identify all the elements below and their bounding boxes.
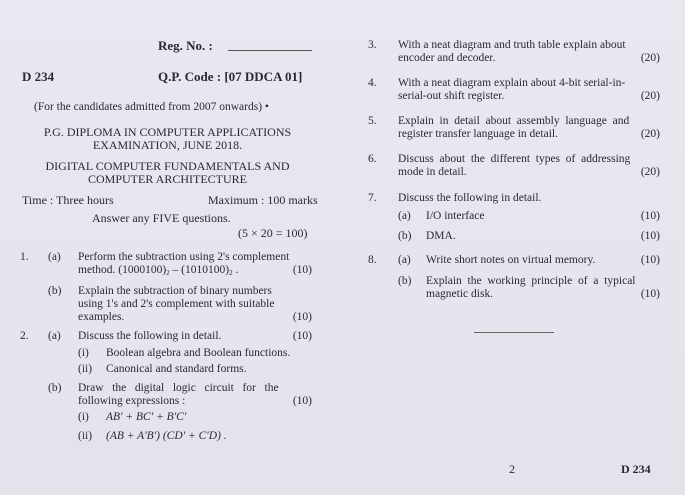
admission-note: (For the candidates admitted from 2007 onwards) •	[34, 101, 269, 113]
reg-no-blank	[228, 50, 312, 51]
question-text-line2: serial-out shift register.	[398, 90, 505, 102]
subpart-label: (a)	[398, 210, 411, 222]
item-text: Boolean algebra and Boolean functions.	[106, 347, 291, 359]
question-8a	[368, 254, 660, 268]
marks: (10)	[292, 330, 312, 342]
end-divider	[474, 332, 554, 333]
question-number: 8.	[368, 254, 377, 266]
instruction: Answer any FIVE questions.	[92, 211, 231, 225]
question-7	[368, 192, 660, 206]
item-label: (i)	[78, 411, 89, 423]
marks: (20)	[640, 166, 660, 178]
question-7b	[368, 230, 660, 244]
time-duration: Time : Three hours	[22, 193, 114, 207]
item-label: (ii)	[78, 363, 93, 375]
question-number: 2.	[20, 330, 29, 342]
question-text: Discuss the following in detail.	[398, 192, 542, 204]
question-8b	[368, 275, 660, 303]
question-2a	[20, 330, 312, 346]
question-1b	[20, 285, 312, 327]
subject-title-line2: COMPUTER ARCHITECTURE	[87, 172, 247, 186]
exam-title-line2: EXAMINATION, JUNE 2018.	[92, 138, 243, 152]
qp-code: Q.P. Code : [07 DDCA 01]	[158, 69, 303, 84]
marks: (10)	[640, 254, 660, 266]
question-text: Perform the subtraction using 2's complement	[78, 251, 290, 263]
question-text: Explain the working principle of a typical	[426, 275, 636, 287]
marks: (10)	[640, 210, 660, 222]
question-text-line3: examples.	[78, 311, 125, 323]
question-2b	[20, 382, 312, 412]
question-number: 6.	[368, 153, 377, 165]
question-text-line2: method. $(1000100)_2 - (1010100)_2$ .	[78, 264, 239, 277]
question-text: DMA.	[426, 230, 456, 242]
marks: (10)	[292, 311, 312, 323]
marks: (20)	[640, 90, 660, 102]
question-number: 7.	[368, 192, 377, 204]
marks: (10)	[640, 230, 660, 242]
question-number: 5.	[368, 115, 377, 127]
question-5	[368, 115, 660, 143]
maximum-marks: Maximum : 100 marks	[208, 193, 318, 207]
question-text-line2: register transfer language in detail.	[398, 128, 558, 140]
question-text: Draw the digital logic circuit for the	[78, 382, 279, 394]
question-3	[368, 39, 660, 67]
exam-title	[20, 126, 315, 152]
question-text: Explain the subtraction of binary numbers	[78, 285, 272, 297]
marks: (10)	[292, 395, 312, 407]
subject-title-line1: DIGITAL COMPUTER FUNDAMENTALS AND	[45, 159, 290, 173]
marks: (20)	[640, 52, 660, 64]
marks: (20)	[640, 128, 660, 140]
subpart-label: (a)	[48, 330, 61, 342]
question-4	[368, 77, 660, 105]
question-text-line2: following expressions :	[78, 395, 186, 407]
question-1a	[20, 251, 312, 281]
footer-paper-code: D 234	[621, 462, 651, 476]
item-label: (i)	[78, 347, 89, 359]
subpart-label: (b)	[398, 230, 412, 242]
item-text: Canonical and standard forms.	[106, 363, 247, 375]
boolean-expression: (AB + A'B') (CD' + C'D) .	[106, 430, 227, 442]
question-text-line2: using 1's and 2's complement with suitable	[78, 298, 275, 310]
boolean-expression: AB' + BC' + B'C'	[106, 411, 187, 423]
marks: (10)	[640, 288, 660, 300]
question-text: Explain in detail about assembly language and	[398, 115, 630, 127]
question-text-line2: magnetic disk.	[426, 288, 494, 300]
exam-title-line1: P.G. DIPLOMA IN COMPUTER APPLICATIONS	[43, 125, 292, 139]
subject-title	[20, 160, 315, 186]
question-text: Write short notes on virtual memory.	[426, 254, 596, 266]
question-number: 4.	[368, 77, 377, 89]
question-number: 1.	[20, 251, 29, 263]
marks-formula: (5 × 20 = 100)	[238, 226, 308, 240]
question-text: With a neat diagram and truth table explain about	[398, 39, 626, 51]
question-text: I/O interface	[426, 210, 485, 222]
question-text-line2: encoder and decoder.	[398, 52, 496, 64]
question-6	[368, 153, 660, 181]
page-number: 2	[509, 462, 515, 476]
question-text-line2: mode in detail.	[398, 166, 467, 178]
subpart-label: (b)	[398, 275, 412, 287]
reg-no-label: Reg. No. :	[158, 38, 213, 53]
paper-code: D 234	[22, 69, 55, 84]
question-text: With a neat diagram explain about 4-bit serial-in-	[398, 77, 626, 89]
subpart-label: (a)	[48, 251, 61, 263]
question-number: 3.	[368, 39, 377, 51]
question-7a	[368, 210, 660, 224]
item-label: (ii)	[78, 430, 93, 442]
marks: (10)	[292, 264, 312, 276]
subpart-label: (b)	[48, 382, 62, 394]
question-text: Discuss the following in detail.	[78, 330, 222, 342]
subpart-label: (b)	[48, 285, 62, 297]
subpart-label: (a)	[398, 254, 411, 266]
question-text: Discuss about the different types of addressing	[398, 153, 631, 165]
